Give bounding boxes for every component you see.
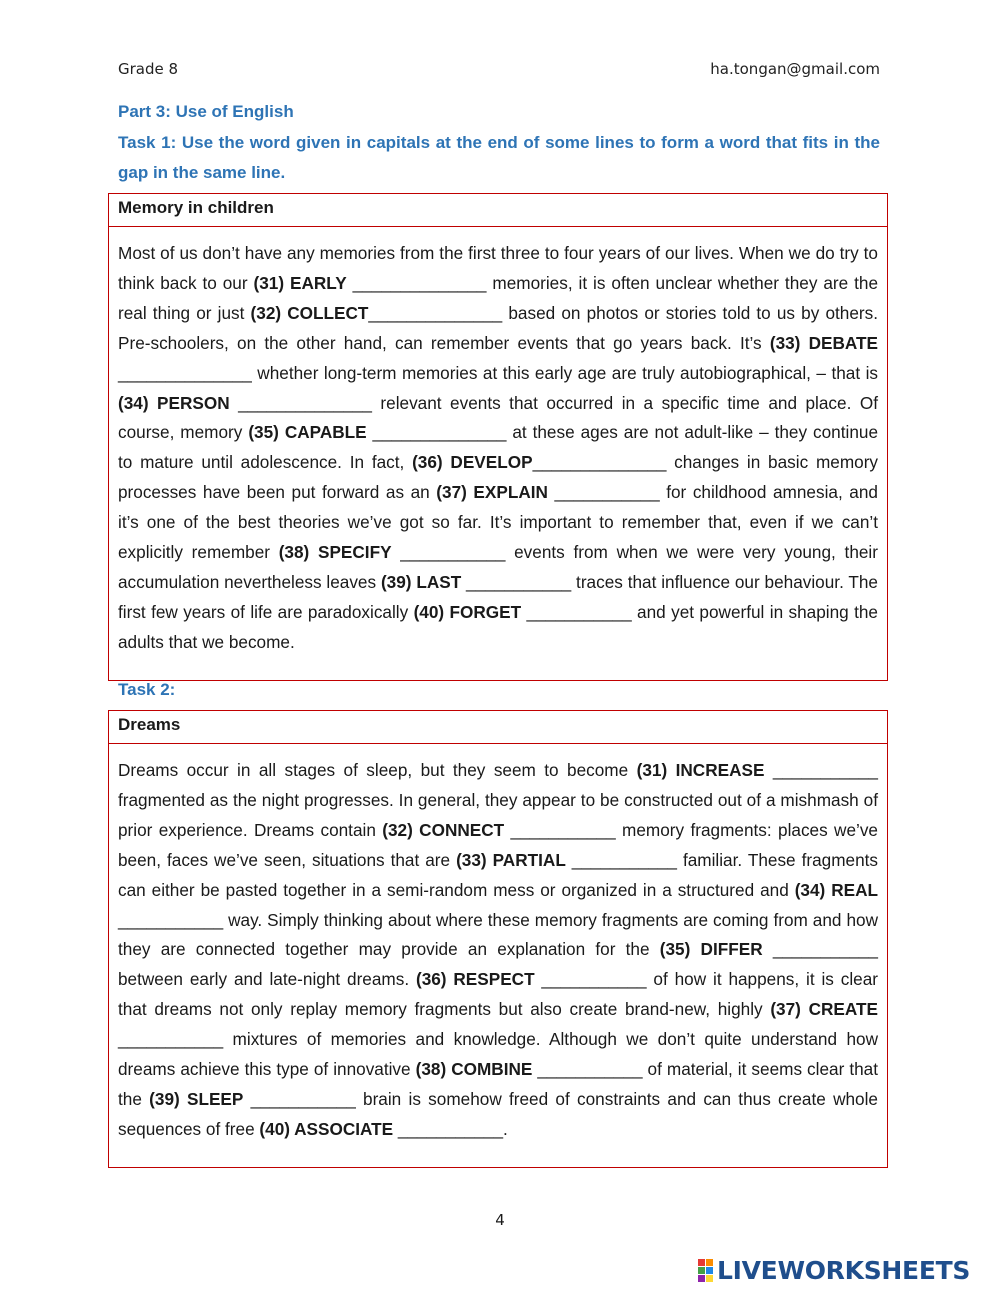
gap-cue-word: (32) CONNECT	[382, 819, 505, 840]
gap-cue-word: (38) COMBINE	[415, 1059, 533, 1080]
logo-mark-icon	[698, 1259, 713, 1282]
gap-cue-word: (31) INCREASE	[636, 760, 765, 780]
gap-cue-word: (33) DEBATE	[769, 332, 878, 353]
logo-text: LIVEWORKSHEETS	[717, 1255, 971, 1285]
gap-cue-word: (34) REAL	[794, 879, 878, 900]
logo-mark-square	[698, 1259, 705, 1266]
gap-cue-word: (31) EARLY	[253, 272, 347, 293]
part-title: Part 3: Use of English	[118, 102, 294, 121]
passage-text-run: ___________ way. Simply thinking about where these memory fragments are coming from and how they are connected together may provide an explanation for the	[118, 909, 878, 960]
memory-passage-title: Memory in children	[109, 194, 887, 227]
gap-cue-word: (40) FORGET	[413, 601, 522, 622]
passage-text-run: ___________ traces that influence our behaviour. The first few years of life are paradoxically	[118, 571, 878, 622]
passage-text-run: ___________ for childhood amnesia, and it’s one of the best theories we’ve got so far. It’s important to remember that, even if we can’t explicitly remember	[118, 482, 878, 563]
passage-text-run: ______________ whether long-term memories at this early age are truly autobiographical, – that is	[118, 362, 878, 383]
logo-mark-square	[706, 1259, 713, 1266]
memory-passage-text	[109, 227, 887, 658]
passage-text-run: ___________ brain is somehow freed of constraints and can thus create whole sequences of free	[118, 1088, 878, 1139]
passage-text-run: ___________.	[393, 1118, 508, 1139]
gap-cue-word: (35) DIFFER	[659, 939, 763, 960]
passage-text-run: ___________ fragmented as the night progresses. In general, they appear to be constructed out of a mishmash of prior experience. Dreams contain	[118, 760, 878, 840]
passage-text-run: ______________ changes in basic memory processes have been put forward as an	[118, 452, 879, 503]
passage-text-run: ___________ memory fragments: places we’ve been, faces we’ve seen, situations that are	[118, 819, 878, 870]
logo-mark-square	[706, 1275, 713, 1282]
gap-cue-word: (33) PARTIAL	[456, 849, 566, 870]
passage-text-run: ______________ at these ages are not adult-like – they continue to mature until adolescence. In fact,	[118, 422, 879, 473]
memory-passage-box	[108, 193, 888, 681]
dreams-passage-box	[108, 710, 888, 1168]
passage-text-run: Most of us don’t have any memories from the first three to four years of our lives. When we do try to think back to our	[118, 243, 878, 293]
gap-cue-word: (34) PERSON	[118, 392, 230, 413]
dreams-passage-text	[109, 744, 887, 1145]
passage-text-run: Dreams occur in all stages of sleep, but they seem to become	[118, 760, 637, 780]
gap-cue-word: (36) DEVELOP	[412, 452, 533, 473]
passage-text-run: ______________ based on photos or stories told to us by others. Pre-schoolers, on the other hand, can remember events that go years back. It’s	[118, 302, 879, 353]
page-number: 4	[495, 1211, 505, 1229]
gap-cue-word: (39) LAST	[380, 571, 462, 592]
gap-cue-word: (39) SLEEP	[149, 1088, 244, 1109]
logo-mark-square	[698, 1267, 705, 1274]
passage-text-run: ___________ between early and late-night dreams.	[118, 939, 878, 990]
passage-text-run: ___________ of how it happens, it is clear that dreams not only replay memory fragments but also create brand-new, highly	[118, 969, 878, 1020]
gap-cue-word: (32) COLLECT	[250, 302, 369, 323]
liveworksheets-logo	[698, 1256, 970, 1284]
passage-text-run: ______________ relevant events that occurred in a specific time and place. Of course, memory	[118, 392, 878, 443]
gap-cue-word: (38) SPECIFY	[278, 542, 392, 563]
gap-cue-word: (35) CAPABLE	[248, 422, 367, 443]
passage-text-run: ___________ of material, it seems clear that the	[118, 1059, 878, 1109]
gap-cue-word: (40) ASSOCIATE	[259, 1118, 394, 1139]
passage-text-run: ___________ and yet powerful in shaping the adults that we become.	[118, 601, 878, 652]
gap-cue-word: (37) EXPLAIN	[436, 482, 548, 503]
logo-mark-square	[698, 1275, 705, 1282]
task2-label: Task 2:	[118, 680, 176, 699]
gap-cue-word: (37) CREATE	[770, 999, 878, 1020]
task1-instruction: Task 1: Use the word given in capitals at the end of some lines to form a word that fits in the gap in the same line.	[118, 133, 880, 182]
header-grade: Grade 8	[118, 60, 179, 78]
passage-text-run: ______________ memories, it is often unclear whether they are the real thing or just	[118, 272, 878, 323]
passage-text-run: ___________ events from when we were very young, their accumulation nevertheless leaves	[118, 542, 878, 592]
gap-cue-word: (36) RESPECT	[415, 969, 535, 990]
passage-text-run: ___________ mixtures of memories and knowledge. Although we don’t quite understand how dreams achieve this type of innovative	[118, 1029, 878, 1080]
dreams-passage-title: Dreams	[109, 711, 887, 744]
header-email: ha.tongan@gmail.com	[710, 60, 880, 78]
logo-mark-square	[706, 1267, 713, 1274]
passage-text-run: ___________ familiar. These fragments can either be pasted together in a semi-random mess or organized in a structured and	[118, 849, 878, 900]
